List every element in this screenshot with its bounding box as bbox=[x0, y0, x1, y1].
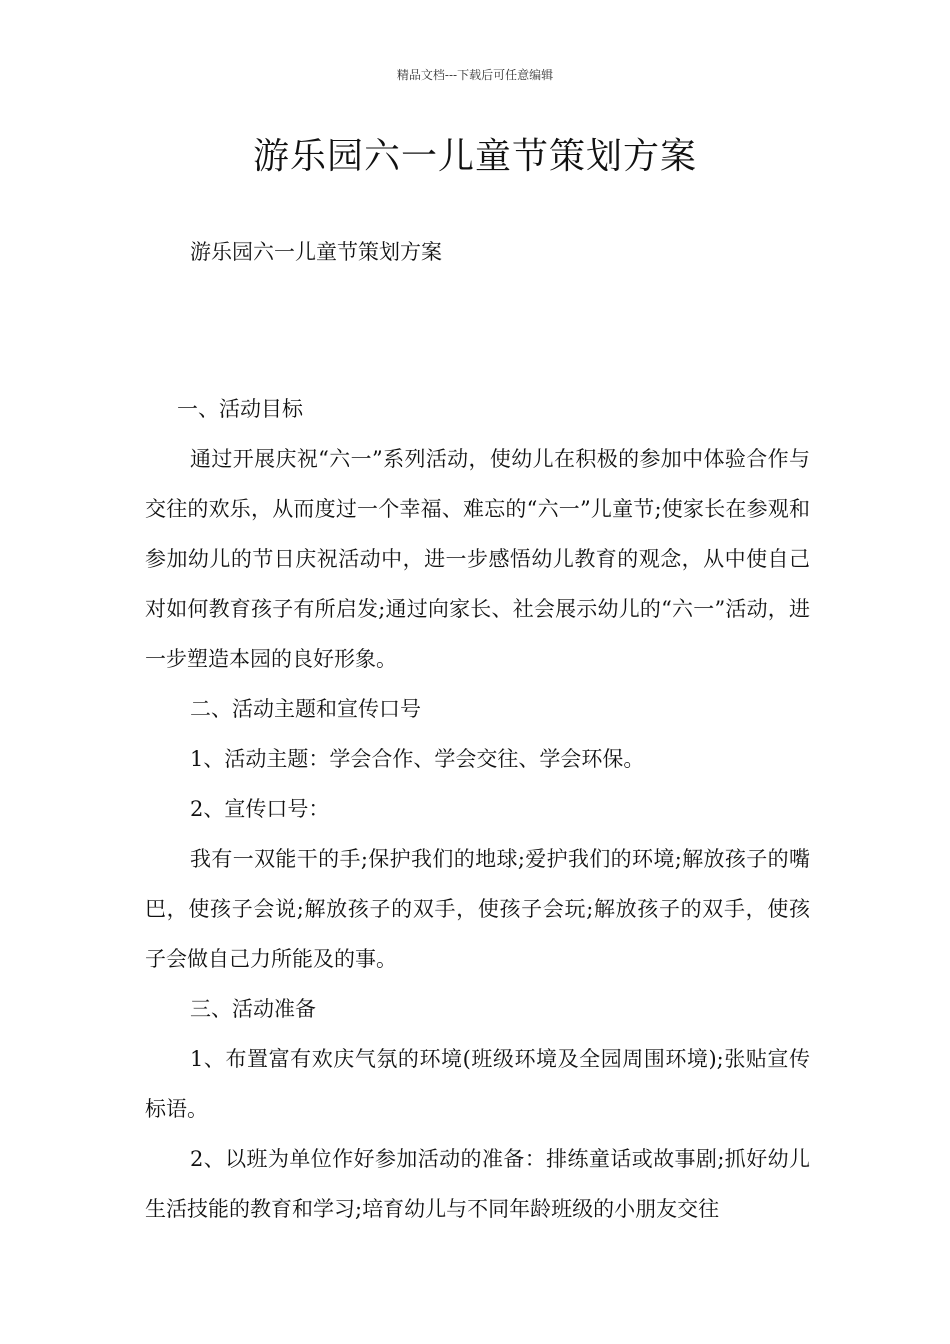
page-header-note: 精品文档---下载后可任意编辑 bbox=[396, 68, 554, 82]
document-subtitle: 游乐园六一儿童节策划方案 bbox=[190, 240, 442, 264]
paragraph-goals-text: 通过开展庆祝“六一”系列活动，使幼儿在积极的参加中体验合作与交往的欢乐，从而度过一个幸福、难忘的“六一”儿童节;使家长在参观和参加幼儿的节日庆祝活动中，进一步感悟幼儿教育的观念，从中使自己对如何教育孩子有所启发;通过向家长、社会展示幼儿的“六一”活动，进一步塑造本园的良好形象。 bbox=[145, 447, 810, 671]
section-heading-goals: 一、活动目标 bbox=[177, 397, 303, 421]
paragraph-preparation-1: 1、布置富有欢庆气氛的环境(班级环境及全园周围环境);张贴宣传标语。 bbox=[145, 1047, 810, 1121]
section-heading-preparation: 三、活动准备 bbox=[190, 997, 316, 1021]
paragraph-theme: 1、活动主题：学会合作、学会交往、学会环保。 bbox=[190, 747, 645, 771]
document-title: 游乐园六一儿童节策划方案 bbox=[252, 136, 697, 177]
document-body bbox=[145, 384, 810, 1234]
paragraph-slogan-label: 2、宣传口号： bbox=[190, 797, 330, 821]
section-heading-theme: 二、活动主题和宣传口号 bbox=[190, 697, 421, 721]
paragraph-slogan-text: 我有一双能干的手;保护我们的地球;爱护我们的环境;解放孩子的嘴巴，使孩子会说;解放孩子的双手，使孩子会玩;解放孩子的双手，使孩子会做自己力所能及的事。 bbox=[145, 847, 810, 971]
paragraph-preparation-2: 2、以班为单位作好参加活动的准备：排练童话或故事剧;抓好幼儿生活技能的教育和学习;培育幼儿与不同年龄班级的小朋友交往 bbox=[145, 1147, 810, 1221]
